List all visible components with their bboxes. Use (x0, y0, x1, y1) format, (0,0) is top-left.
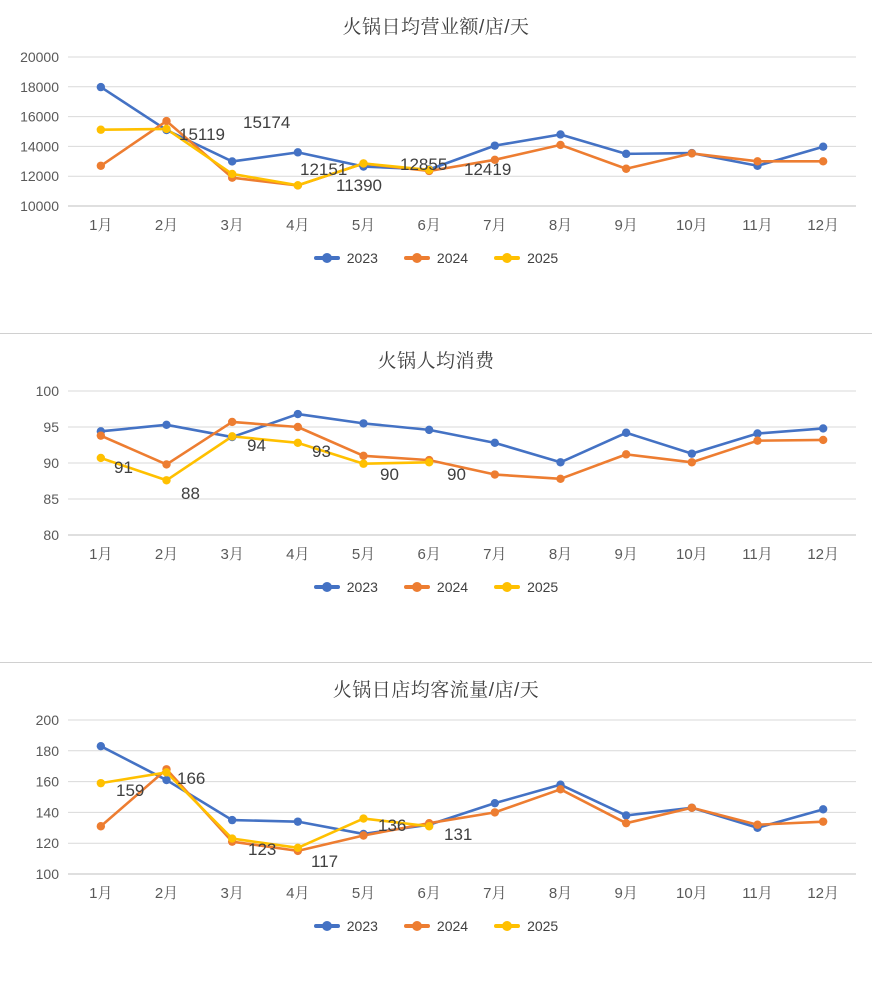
svg-text:11月: 11月 (742, 546, 773, 563)
svg-text:12855: 12855 (400, 155, 448, 174)
svg-text:10月: 10月 (675, 217, 708, 234)
svg-text:11月: 11月 (742, 217, 773, 234)
svg-text:8月: 8月 (548, 885, 573, 902)
legend-item-2025[interactable] (494, 250, 558, 266)
svg-text:9月: 9月 (614, 546, 638, 563)
chart-title: 火锅人均消费 (377, 351, 495, 372)
svg-text:12月: 12月 (807, 217, 840, 234)
svg-text:93: 93 (312, 442, 331, 461)
svg-text:180: 180 (35, 742, 59, 759)
svg-text:91: 91 (114, 458, 133, 477)
svg-text:100: 100 (35, 383, 59, 399)
legend-swatch-icon (494, 924, 520, 928)
svg-text:200: 200 (35, 712, 59, 728)
legend-item-2023[interactable] (314, 250, 378, 266)
svg-text:8月: 8月 (548, 217, 573, 234)
svg-text:160: 160 (35, 773, 59, 790)
svg-text:6月: 6月 (417, 217, 441, 234)
chart-legend (0, 577, 872, 607)
plot-area (0, 377, 872, 577)
legend-label: 2024 (436, 918, 469, 934)
legend-swatch-icon (494, 256, 520, 260)
svg-text:8月: 8月 (548, 546, 573, 563)
svg-text:11月: 11月 (742, 885, 773, 902)
svg-text:123: 123 (248, 840, 277, 859)
svg-text:80: 80 (43, 527, 59, 543)
svg-text:9月: 9月 (614, 885, 638, 902)
legend-item-2024[interactable] (404, 579, 468, 595)
svg-text:90: 90 (380, 465, 399, 484)
svg-text:159: 159 (116, 781, 145, 800)
legend-item-2025[interactable] (494, 579, 558, 595)
svg-text:1月: 1月 (89, 546, 113, 563)
svg-text:85: 85 (43, 491, 59, 507)
svg-text:16000: 16000 (20, 108, 59, 125)
svg-text:15174: 15174 (243, 113, 291, 132)
svg-text:117: 117 (311, 852, 339, 871)
chart-title: 火锅日店均客流量/店/天 (332, 680, 540, 701)
legend-label: 2023 (346, 250, 378, 266)
svg-text:2月: 2月 (154, 217, 179, 234)
legend-swatch-icon (314, 924, 340, 928)
legend-label: 2025 (527, 250, 559, 266)
svg-text:12151: 12151 (300, 160, 348, 179)
svg-text:166: 166 (177, 769, 206, 788)
svg-text:140: 140 (35, 804, 59, 821)
svg-text:18000: 18000 (20, 78, 59, 95)
svg-text:2月: 2月 (154, 546, 179, 563)
legend-item-2024[interactable] (404, 250, 468, 266)
svg-text:12419: 12419 (464, 160, 512, 179)
chart-legend (0, 916, 872, 946)
svg-text:10月: 10月 (675, 546, 708, 563)
svg-text:5月: 5月 (351, 546, 376, 563)
svg-text:4月: 4月 (286, 546, 310, 563)
legend-swatch-icon (494, 585, 520, 589)
svg-text:1月: 1月 (89, 885, 113, 902)
legend-swatch-icon (314, 585, 340, 589)
plot-area (0, 706, 872, 916)
svg-text:94: 94 (247, 436, 266, 455)
svg-text:12月: 12月 (807, 546, 840, 563)
legend-item-2023[interactable] (314, 579, 378, 595)
svg-text:4月: 4月 (286, 217, 310, 234)
legend-label: 2025 (527, 579, 559, 595)
svg-text:5月: 5月 (351, 217, 376, 234)
legend-item-2024[interactable] (404, 918, 468, 934)
svg-text:12000: 12000 (20, 168, 59, 185)
legend-item-2025[interactable] (494, 918, 558, 934)
svg-text:7月: 7月 (483, 885, 507, 902)
legend-swatch-icon (314, 256, 340, 260)
chart-legend (0, 248, 872, 278)
svg-text:3月: 3月 (220, 546, 244, 563)
svg-text:4月: 4月 (286, 885, 310, 902)
svg-text:3月: 3月 (220, 885, 244, 902)
chart-panel-2 (0, 334, 872, 663)
svg-text:11390: 11390 (336, 176, 383, 195)
legend-label: 2023 (346, 579, 378, 595)
svg-text:131: 131 (444, 825, 473, 844)
svg-text:7月: 7月 (483, 546, 507, 563)
svg-text:6月: 6月 (417, 885, 441, 902)
chart-panel-1 (0, 0, 872, 334)
legend-swatch-icon (404, 924, 430, 928)
plot-area (0, 43, 872, 248)
legend-label: 2023 (346, 918, 378, 934)
svg-text:15119: 15119 (179, 125, 226, 144)
svg-text:10月: 10月 (675, 885, 708, 902)
svg-text:9月: 9月 (614, 217, 638, 234)
legend-swatch-icon (404, 585, 430, 589)
svg-text:7月: 7月 (483, 217, 507, 234)
legend-label: 2025 (527, 918, 559, 934)
svg-text:14000: 14000 (20, 138, 59, 155)
svg-text:120: 120 (35, 835, 59, 852)
svg-text:90: 90 (447, 465, 466, 484)
svg-text:6月: 6月 (417, 546, 441, 563)
svg-text:12月: 12月 (807, 885, 840, 902)
svg-text:10000: 10000 (20, 198, 59, 214)
chart-panel-3 (0, 663, 872, 1002)
svg-text:20000: 20000 (20, 49, 59, 65)
chart-title: 火锅日均营业额/店/天 (342, 17, 530, 38)
svg-text:90: 90 (43, 455, 59, 471)
legend-swatch-icon (404, 256, 430, 260)
svg-text:100: 100 (35, 866, 59, 882)
svg-text:95: 95 (43, 419, 59, 435)
legend-label: 2024 (436, 250, 469, 266)
svg-text:136: 136 (378, 816, 407, 835)
svg-text:5月: 5月 (351, 885, 376, 902)
svg-text:88: 88 (181, 484, 200, 503)
svg-text:2月: 2月 (154, 885, 179, 902)
legend-label: 2024 (436, 579, 469, 595)
svg-text:3月: 3月 (220, 217, 244, 234)
legend-item-2023[interactable] (314, 918, 378, 934)
svg-text:1月: 1月 (89, 217, 113, 234)
